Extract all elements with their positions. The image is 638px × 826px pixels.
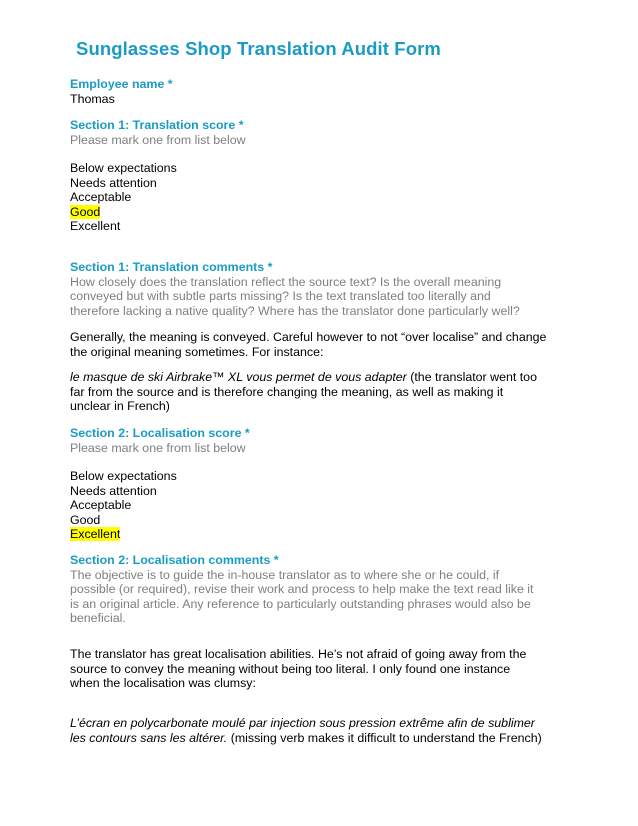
section1-comments-hint-2: conveyed but with subtle parts missing? Is the text translated too literally and — [70, 289, 491, 303]
s1-option-excellent[interactable]: Excellent — [70, 219, 121, 233]
section2-comments-hint-4: beneficial. — [70, 611, 126, 625]
employee-label: Employee name * — [70, 77, 173, 91]
section2-score — [70, 426, 590, 455]
section1-body-2: the original meaning sometimes. For instance: — [70, 344, 324, 359]
s2-option-excellent[interactable]: Excellent — [70, 527, 121, 541]
s2-option-acceptable[interactable]: Acceptable — [70, 498, 132, 512]
s1-option-needs-attention[interactable]: Needs attention — [70, 175, 157, 190]
section2-comments-hint-1: The objective is to guide the in-house translator as to where she or he could, if — [70, 567, 500, 582]
section2-comments — [70, 553, 590, 626]
section1-example-line-2: far from the source and is therefore changing the meaning, as well as making it — [70, 384, 504, 399]
section2-example-italic: les contours sans les altérer. — [70, 730, 228, 745]
section1-example — [70, 370, 590, 414]
section1-comments-hint-3: therefore lacking a native quality? Where has the translator done particularly well? — [70, 303, 520, 318]
section2-options — [70, 469, 590, 542]
section2-comments-hint-2: possible (or required), revise their work and process to help make the text read like it — [70, 582, 534, 596]
section1-body-1: Generally, the meaning is conveyed. Careful however to not “over localise” and change — [70, 330, 547, 344]
section2-example-rest: (missing verb makes it difficult to understand the French) — [227, 730, 542, 745]
section2-score-hint: Please mark one from list below — [70, 440, 246, 455]
section1-score — [70, 118, 590, 147]
section1-score-hint: Please mark one from list below — [70, 132, 246, 147]
s1-option-below-expectations[interactable]: Below expectations — [70, 161, 177, 175]
section1-options — [70, 161, 590, 234]
section2-score-heading: Section 2: Localisation score * — [70, 426, 250, 440]
section1-comments — [70, 260, 590, 318]
s2-option-needs-attention[interactable]: Needs attention — [70, 483, 157, 498]
section1-example-italic: le masque de ski Airbrake™ XL vous permet de vous adapter — [70, 370, 407, 384]
section1-example-line-3: unclear in French) — [70, 399, 170, 413]
employee-section — [70, 77, 590, 106]
section2-body-2: source to convey the meaning without being too literal. I only found one instance — [70, 661, 511, 676]
section1-comments-hint-1: How closely does the translation reflect the source text? Is the overall meaning — [70, 274, 502, 289]
section1-score-heading: Section 1: Translation score * — [70, 118, 244, 132]
section1-comments-heading: Section 1: Translation comments * — [70, 260, 273, 274]
section2-body-3: when the localisation was clumsy: — [70, 676, 256, 690]
section2-example — [70, 716, 590, 745]
s1-option-good[interactable]: Good — [70, 204, 101, 219]
section2-example-line-1: L’écran en polycarbonate moulé par injection sous pression extrême afin de sublimer — [70, 716, 535, 730]
page-title: Sunglasses Shop Translation Audit Form — [76, 38, 441, 59]
employee-value: Thomas — [70, 91, 115, 106]
section2-comments-hint-3: is an original article. Any reference to particularly outstanding phrases would also be — [70, 596, 531, 611]
section1-comments-body — [70, 330, 590, 359]
section2-body-1: The translator has great localisation abilities. He’s not afraid of going away from the — [70, 647, 527, 661]
section2-comments-heading: Section 2: Localisation comments * — [70, 553, 279, 567]
s2-option-below-expectations[interactable]: Below expectations — [70, 469, 177, 483]
section1-example-rest: (the translator went too — [406, 370, 537, 384]
s1-option-acceptable[interactable]: Acceptable — [70, 190, 132, 204]
section2-comments-body — [70, 647, 590, 691]
s2-option-good[interactable]: Good — [70, 512, 101, 527]
